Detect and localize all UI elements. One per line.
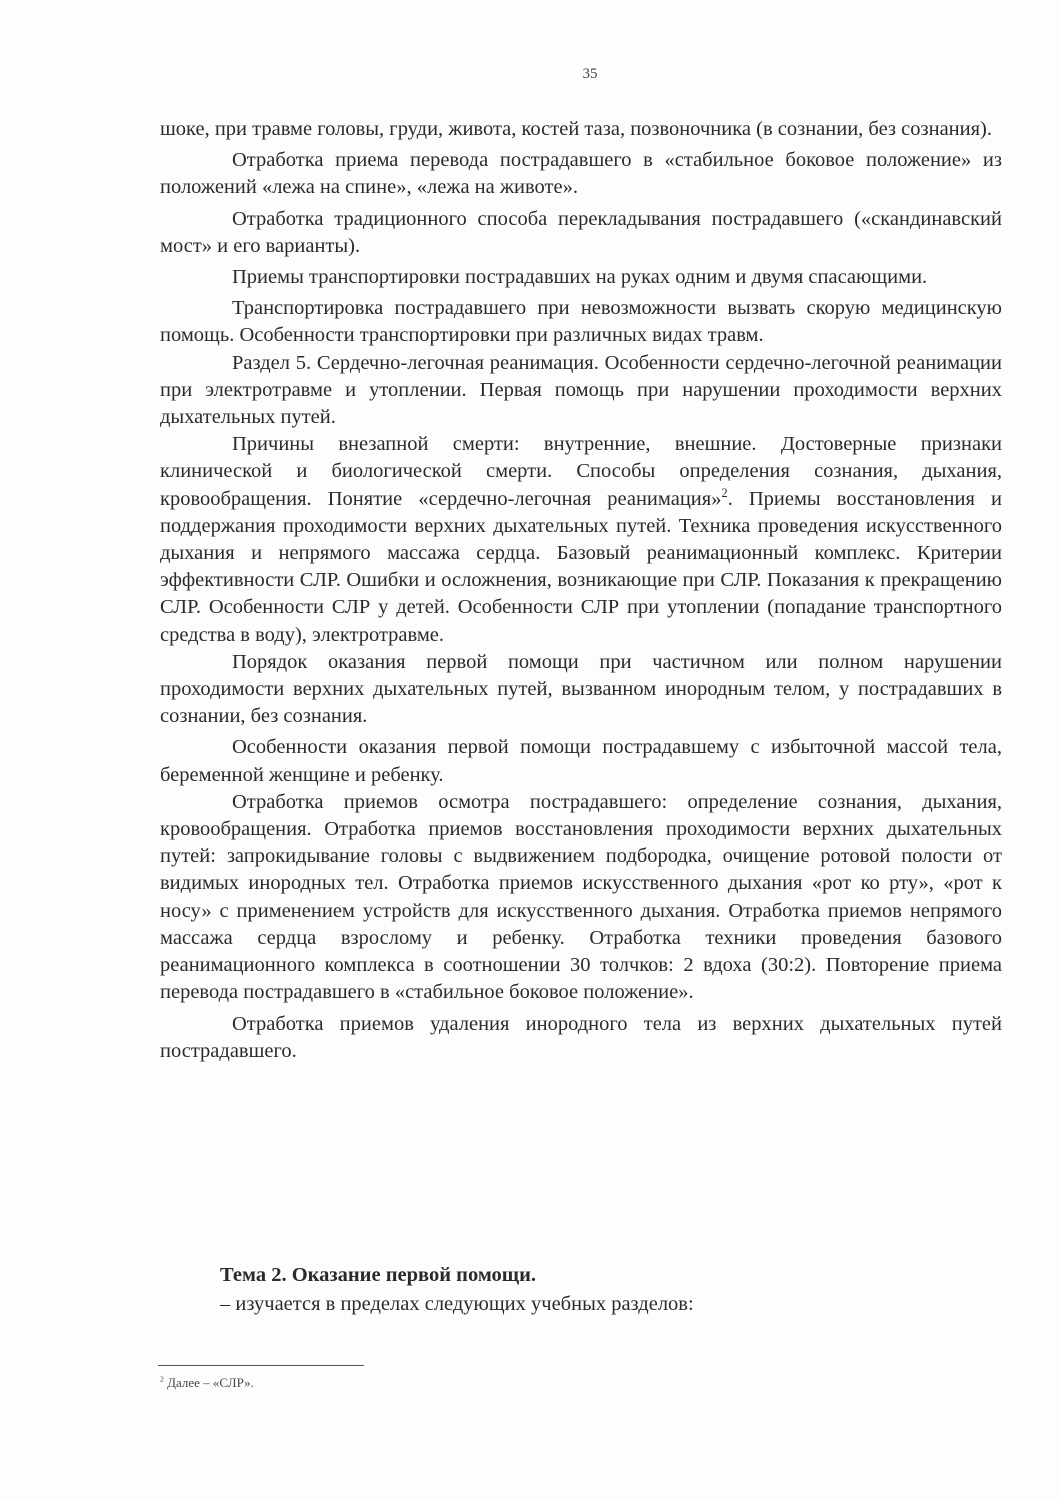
section-5-paragraph: Раздел 5. Сердечно-легочная реанимация. Особенности сердечно-легочной реанимации при электротравме и утоплении. Первая помощь при нарушении проходимости верхних дыхательных путей. bbox=[160, 351, 1002, 429]
topic-heading: Тема 2. Оказание первой помощи. bbox=[220, 1264, 537, 1286]
body-text bbox=[160, 116, 1002, 1069]
page-number: 35 bbox=[582, 66, 598, 82]
paragraph: Отработка приемов осмотра пострадавшего: определение сознания, дыхания, кровообращения. Отработка приемов восстановления проходимости верхних дыхательных путей: запрокидывание головы с выдвижением подбородка, очищение ротовой полости от видимых инородных тел. Отработка приемов искусственного дыхания «рот ко рту», «рот к носу» с применением устройств для искусственного дыхания. Отработка приемов непрямого массажа сердца взрослому и ребенку. Отработка техники проведения базового реанимационного комплекса в соотношении 30 толчков: 2 вдоха (30:2). Повторение приема перевода пострадавшего в «стабильное боковое положение». bbox=[160, 790, 1002, 1004]
paragraph-part-1: Причины внезапной смерти: внутренние, внешние. Достоверные признаки клинической и биологической смерти. Способы определения сознания, дыхания, кровообращения. Понятие «сердечно-легочная реанимация» bbox=[160, 433, 1002, 510]
paragraph: Отработка приемов удаления инородного тела из верхних дыхательных путей пострадавшего. bbox=[160, 1012, 1002, 1062]
footnote-divider bbox=[158, 1365, 364, 1366]
topic-block bbox=[160, 1261, 1002, 1319]
paragraph: Особенности оказания первой помощи пострадавшему с избыточной массой тела, беременной женщине и ребенку. bbox=[160, 736, 1002, 786]
topic-subtext: – изучается в пределах следующих учебных разделов: bbox=[220, 1293, 694, 1315]
footnote-text: Далее – «СЛР». bbox=[167, 1375, 254, 1390]
footnote bbox=[160, 1375, 254, 1391]
paragraph: Транспортировка пострадавшего при невозможности вызвать скорую медицинскую помощь. Особенности транспортировки при различных видах травм. bbox=[160, 297, 1002, 347]
paragraph: Отработка приема перевода пострадавшего в «стабильное боковое положение» из положений «лежа на спине», «лежа на животе». bbox=[160, 149, 1002, 199]
footnote-reference[interactable]: 2 bbox=[721, 485, 728, 500]
paragraph-part-2: . Приемы восстановления и поддержания проходимости верхних дыхательных путей. Техника проведения искусственного дыхания и непрямого массажа сердца. Базовый реанимационный комплекс. Критерии эффективности СЛР. Ошибки и осложнения, возникающие при СЛР. Показания к прекращению СЛР. Особенности СЛР у детей. Особенности СЛР при утоплении (попадание транспортного средства в воду), электротравме. bbox=[160, 487, 1002, 646]
paragraph: Порядок оказания первой помощи при частичном или полном нарушении проходимости верхних дыхательных путей, вызванном инородным телом, у пострадавших в сознании, без сознания. bbox=[160, 650, 1002, 728]
paragraph: Приемы транспортировки пострадавших на руках одним и двумя спасающими. bbox=[232, 266, 928, 289]
footnote-number: 2 bbox=[160, 1374, 164, 1384]
paragraph-continuation: шоке, при травме головы, груди, живота, костей таза, позвоночника (в сознании, без сознания). bbox=[160, 118, 992, 140]
paragraph: Отработка традиционного способа перекладывания пострадавшего («скандинавский мост» и его варианты). bbox=[160, 207, 1002, 257]
paragraph-with-footnote bbox=[160, 431, 1002, 649]
